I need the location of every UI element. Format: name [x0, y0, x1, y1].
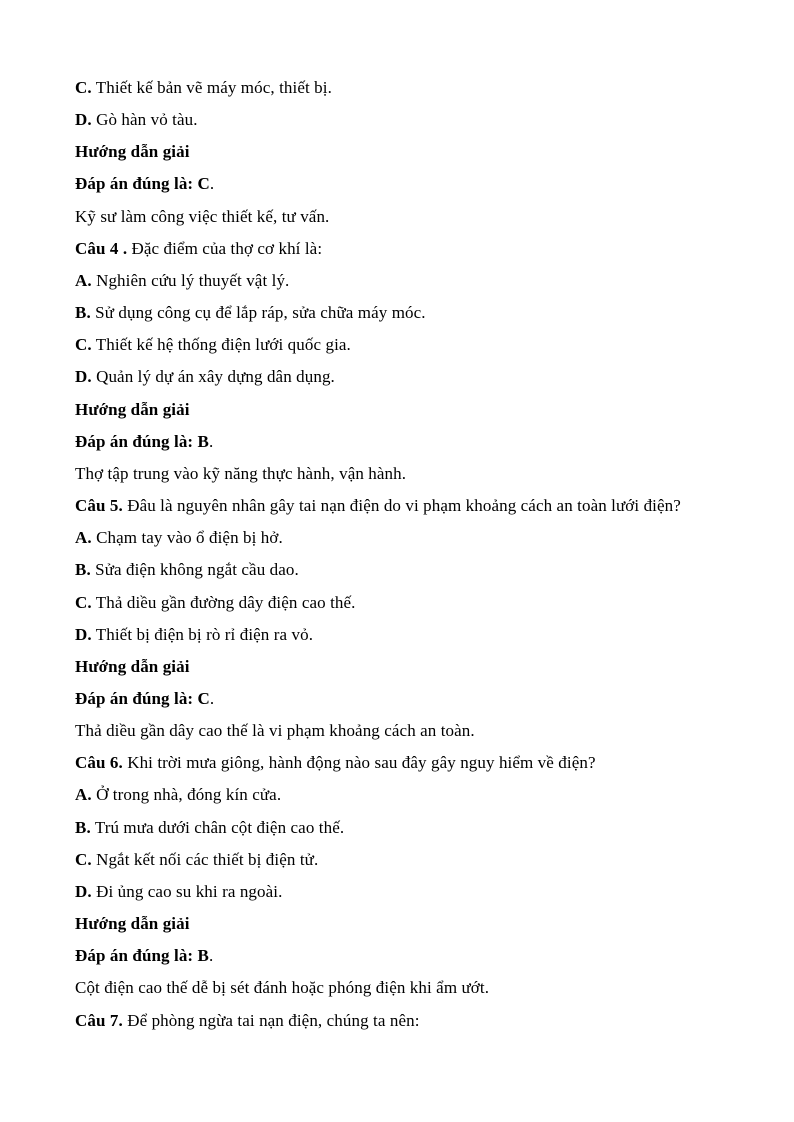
doc-line-regular-text: Quản lý dự án xây dựng dân dụng. [91, 367, 335, 387]
doc-line [75, 683, 754, 715]
doc-line-regular-text: Cột điện cao thế dễ bị sét đánh hoặc phóng điện khi ẩm ướt. [75, 978, 490, 998]
doc-line-regular-text: Đặc điểm của thợ cơ khí là: [127, 238, 323, 258]
doc-line-regular-text: Thả diều gần dây cao thế là vi phạm khoảng cách an toàn. [75, 721, 475, 741]
doc-line-regular-text: Trú mưa dưới chân cột điện cao thế. [90, 817, 345, 837]
doc-line-regular-text: Ngắt kết nối các thiết bị điện tử. [91, 849, 319, 869]
doc-line-regular-text: Thiết kế hệ thống điện lưới quốc gia. [91, 335, 351, 355]
doc-line [75, 104, 754, 136]
doc-line-regular-text: Sử dụng công cụ để lắp ráp, sửa chữa máy móc. [90, 303, 426, 323]
doc-line-bold-text: Hướng dẫn giải [75, 656, 190, 676]
doc-line [75, 458, 754, 490]
doc-line [75, 554, 754, 586]
doc-line-regular-text: Đâu là nguyên nhân gây tai nạn điện do vi phạm khoảng cách an toàn lưới điện? [122, 496, 681, 516]
doc-line-bold-text: Câu 7. [75, 1010, 123, 1030]
doc-line-regular-text: Nghiên cứu lý thuyết vật lý. [91, 270, 290, 290]
doc-line [75, 1005, 754, 1037]
doc-line-bold-text: B. [75, 303, 91, 323]
doc-line-bold-text: Hướng dẫn giải [75, 142, 190, 162]
doc-line-bold-text: A. [75, 270, 92, 290]
doc-line-bold-text: C. [75, 849, 92, 869]
doc-line-bold-text: Đáp án đúng là: C [75, 174, 210, 194]
doc-line-regular-text: Sửa điện không ngắt cầu dao. [90, 560, 299, 580]
doc-line [75, 490, 754, 522]
doc-line-bold-text: C. [75, 592, 92, 612]
doc-line-bold-text: D. [75, 110, 92, 130]
doc-line-bold-text: Hướng dẫn giải [75, 914, 190, 934]
doc-line-bold-text: A. [75, 528, 92, 548]
doc-line-regular-text: Khi trời mưa giông, hành động nào sau đây gây nguy hiểm về điện? [122, 753, 596, 773]
doc-line-regular-text: Thợ tập trung vào kỹ năng thực hành, vận hành. [75, 463, 407, 483]
doc-line-regular-text: . [208, 431, 214, 451]
doc-line-bold-text: Đáp án đúng là: B [75, 431, 209, 451]
doc-line [75, 136, 754, 168]
doc-line-bold-text: D. [75, 881, 92, 901]
doc-line-regular-text: Ở trong nhà, đóng kín cửa. [91, 785, 282, 805]
doc-line [75, 651, 754, 683]
doc-line [75, 715, 754, 747]
doc-line [75, 297, 754, 329]
doc-line [75, 747, 754, 779]
doc-line-regular-text: Thả diều gần đường dây điện cao thế. [91, 592, 356, 612]
doc-line-regular-text: . [209, 174, 215, 194]
doc-line-regular-text: . [209, 688, 215, 708]
doc-line-bold-text: Câu 4 . [75, 238, 128, 258]
doc-line [75, 876, 754, 908]
doc-line [75, 426, 754, 458]
doc-line [75, 329, 754, 361]
doc-line [75, 522, 754, 554]
doc-line [75, 587, 754, 619]
doc-line [75, 619, 754, 651]
doc-line-bold-text: A. [75, 785, 92, 805]
doc-line-bold-text: C. [75, 78, 92, 97]
doc-line [75, 779, 754, 811]
doc-line [75, 394, 754, 426]
doc-line [75, 812, 754, 844]
doc-line-bold-text: Đáp án đúng là: B [75, 946, 209, 966]
doc-line-regular-text: Thiết bị điện bị rò rỉ điện ra vỏ. [91, 624, 314, 644]
doc-line [75, 72, 754, 104]
doc-line-regular-text: . [208, 946, 214, 966]
doc-line-regular-text: Chạm tay vào ổ điện bị hở. [91, 528, 283, 548]
doc-line-bold-text: B. [75, 560, 91, 580]
doc-line [75, 233, 754, 265]
doc-line-bold-text: Câu 5. [75, 496, 123, 516]
doc-line-bold-text: C. [75, 335, 92, 355]
doc-line [75, 201, 754, 233]
doc-line [75, 844, 754, 876]
doc-line [75, 908, 754, 940]
doc-line-bold-text: D. [75, 367, 92, 387]
doc-line-bold-text: B. [75, 817, 91, 837]
doc-line-regular-text: Gò hàn vỏ tàu. [91, 110, 198, 130]
doc-line-regular-text: Đi ủng cao su khi ra ngoài. [91, 881, 283, 901]
doc-line-regular-text: Kỹ sư làm công việc thiết kế, tư vấn. [75, 206, 330, 226]
doc-line [75, 972, 754, 1004]
doc-line-bold-text: Hướng dẫn giải [75, 399, 190, 419]
doc-line-bold-text: Đáp án đúng là: C [75, 688, 210, 708]
doc-line [75, 940, 754, 972]
doc-line [75, 265, 754, 297]
doc-line-regular-text: Để phòng ngừa tai nạn điện, chúng ta nên: [122, 1010, 420, 1030]
doc-line [75, 168, 754, 200]
doc-line-bold-text: Câu 6. [75, 753, 123, 773]
doc-line-bold-text: D. [75, 624, 92, 644]
doc-line [75, 361, 754, 393]
doc-line-regular-text: Thiết kế bản vẽ máy móc, thiết bị. [91, 78, 332, 97]
